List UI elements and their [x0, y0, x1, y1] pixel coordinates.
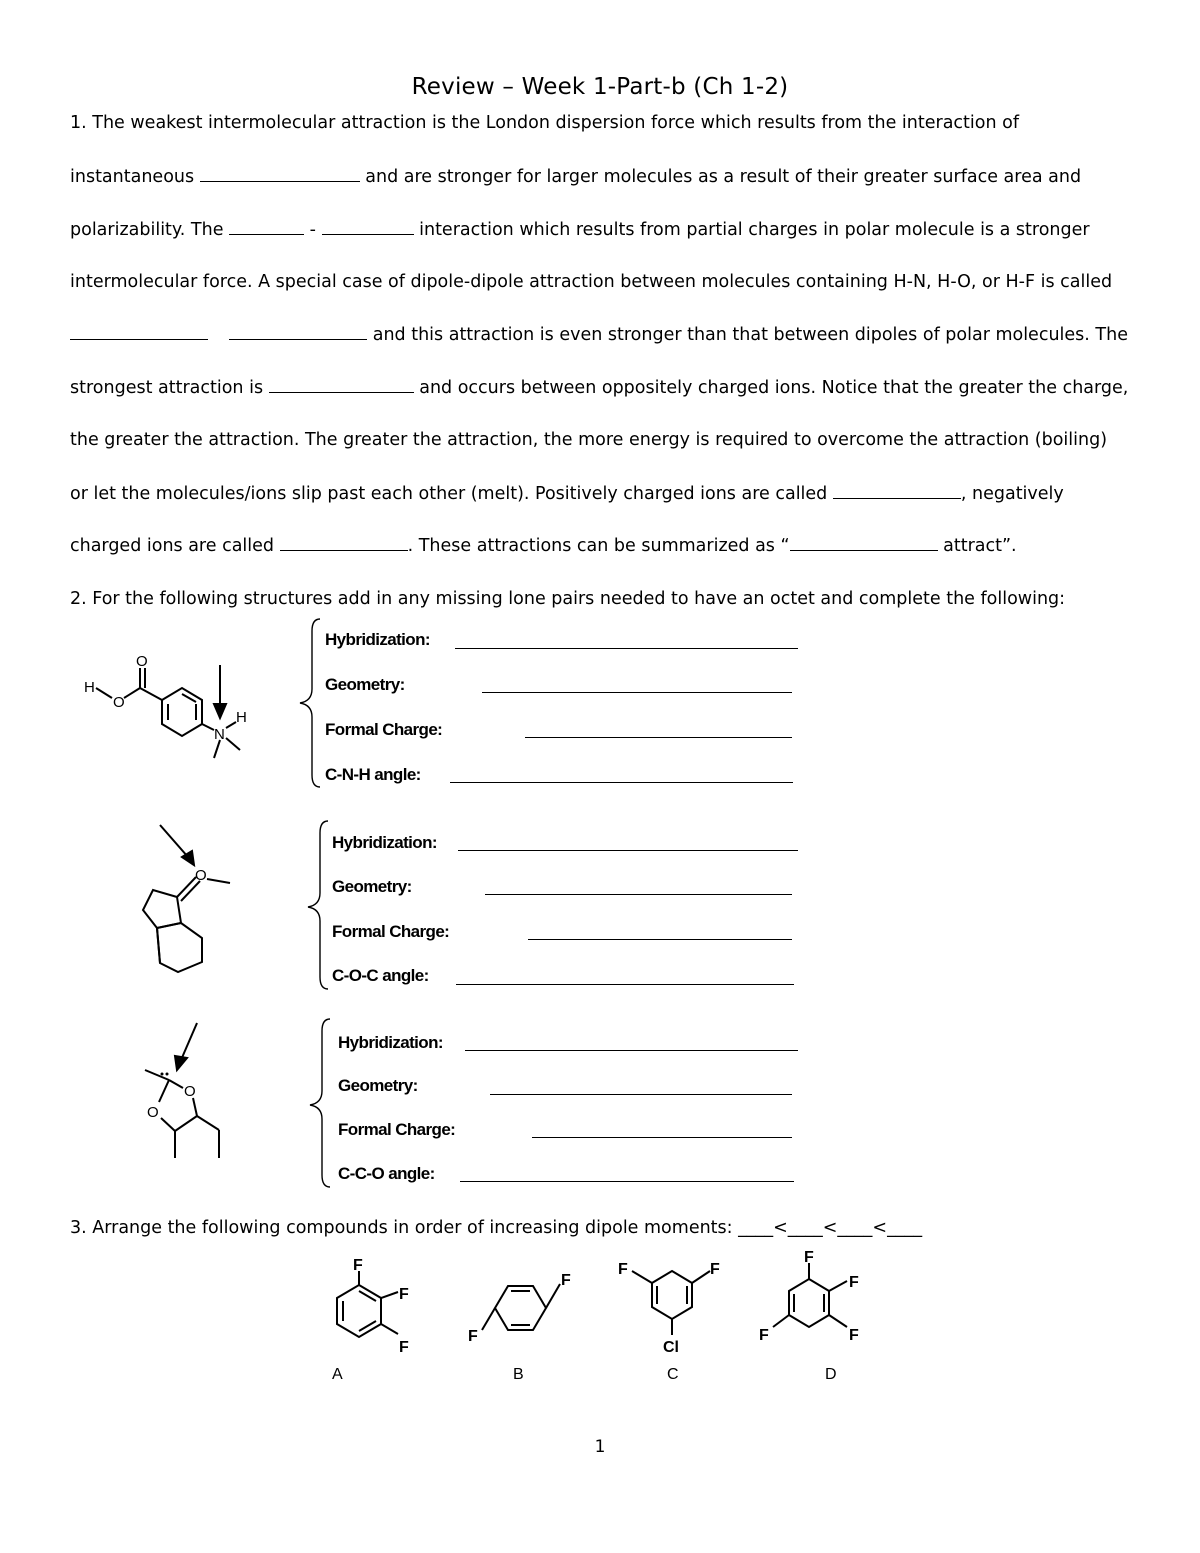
hybridization-label: Hybridization: — [332, 833, 437, 852]
atom-label: F — [399, 1286, 409, 1303]
atom-label: O — [184, 1083, 196, 1100]
q1-line-7: the greater the attraction. The greater the attraction, the more energy is required to overcome the attraction (boiling) — [70, 430, 1108, 450]
answer-blank[interactable] — [200, 164, 360, 182]
atom-label: F — [618, 1261, 628, 1278]
compound-label-c: C — [667, 1366, 679, 1383]
formal-charge-label: Formal Charge: — [338, 1120, 456, 1139]
geometry-label: Geometry: — [338, 1076, 418, 1095]
atom-label: F — [468, 1328, 478, 1345]
answer-blank[interactable] — [280, 533, 408, 551]
compound-a-structure — [318, 1255, 428, 1355]
compound-d-structure — [755, 1245, 875, 1355]
molecule-1-structure — [80, 640, 270, 770]
q1-line-1: 1. The weakest intermolecular attraction is the London dispersion force which results from the interaction of — [70, 113, 1020, 133]
q1-text: interaction which results from partial charges in polar molecule is a stronger — [419, 220, 1090, 240]
formal-charge-blank[interactable] — [525, 737, 792, 738]
q1-text: . These attractions can be summarized as “ — [407, 536, 790, 556]
geometry-label: Geometry: — [332, 877, 412, 896]
formal-charge-blank[interactable] — [532, 1137, 792, 1138]
atom-label: F — [353, 1257, 363, 1274]
q3-prompt: 3. Arrange the following compounds in order of increasing dipole moments: ____<____<____<____ — [70, 1218, 923, 1238]
page-number: 1 — [594, 1437, 606, 1457]
q1-text: and are stronger for larger molecules as a result of their greater surface area and — [365, 167, 1082, 187]
angle-blank[interactable] — [456, 984, 794, 985]
q1-line-2 — [70, 164, 1081, 189]
q1-text: attract”. — [943, 536, 1017, 556]
formal-charge-blank[interactable] — [528, 939, 792, 940]
geometry-blank[interactable] — [490, 1094, 792, 1095]
hybridization-label: Hybridization: — [325, 630, 430, 649]
answer-blank[interactable] — [833, 481, 961, 499]
atom-label: H — [84, 679, 95, 696]
atom-label: F — [399, 1339, 409, 1355]
atom-label: O — [195, 867, 207, 884]
page-title: Review – Week 1-Part-b (Ch 1-2) — [411, 74, 789, 100]
answer-blank[interactable] — [269, 375, 414, 393]
angle-label: C-N-H angle: — [325, 765, 421, 784]
answer-blank[interactable] — [229, 217, 304, 235]
hybridization-blank[interactable] — [458, 850, 798, 851]
atom-label: H — [236, 709, 247, 726]
hybridization-blank[interactable] — [465, 1050, 798, 1051]
q1-text: - — [309, 220, 316, 240]
angle-blank[interactable] — [460, 1181, 794, 1182]
compound-c-structure — [610, 1255, 730, 1360]
compound-label-b: B — [513, 1366, 524, 1383]
q1-line-4: intermolecular force. A special case of dipole-dipole attraction between molecules containing H-N, H-O, or H-F is called — [70, 272, 1113, 292]
q2-prompt: 2. For the following structures add in any missing lone pairs needed to have an octet and complete the following: — [70, 589, 1066, 609]
q1-text: , negatively — [960, 484, 1064, 504]
atom-label: O — [147, 1104, 159, 1121]
answer-blank[interactable] — [790, 533, 938, 551]
q1-line-3 — [70, 217, 1090, 242]
atom-label: Cl — [663, 1339, 679, 1356]
atom-label: F — [710, 1261, 720, 1278]
formal-charge-label: Formal Charge: — [325, 720, 443, 739]
q1-text: or let the molecules/ions slip past each other (melt). Positively charged ions are called — [70, 484, 828, 504]
q1-line-6 — [70, 375, 1128, 400]
answer-blank[interactable] — [322, 217, 414, 235]
q1-text: and this attraction is even stronger than that between dipoles of polar molecules. The — [372, 325, 1128, 345]
atom-label: N — [214, 726, 225, 743]
q1-text: charged ions are called — [70, 536, 275, 556]
compound-label-a: A — [332, 1366, 343, 1383]
atom-label: F — [849, 1274, 859, 1291]
formal-charge-label: Formal Charge: — [332, 922, 450, 941]
hybridization-label: Hybridization: — [338, 1033, 443, 1052]
hybridization-blank[interactable] — [455, 648, 798, 649]
angle-blank[interactable] — [450, 782, 793, 783]
atom-label: F — [804, 1249, 814, 1266]
geometry-label: Geometry: — [325, 675, 405, 694]
q1-text: and occurs between oppositely charged ions. Notice that the greater the charge, — [419, 378, 1129, 398]
compound-b-structure — [460, 1260, 580, 1350]
answer-blank[interactable] — [229, 322, 367, 340]
compound-label-d: D — [825, 1366, 837, 1383]
q1-text: instantaneous — [70, 167, 195, 187]
brace-group — [290, 615, 330, 1195]
q1-text: strongest attraction is — [70, 378, 264, 398]
molecule-3-structure — [135, 1018, 245, 1163]
atom-label: O — [136, 653, 148, 670]
answer-blank[interactable] — [70, 322, 208, 340]
atom-label: F — [759, 1327, 769, 1344]
q1-text: polarizability. The — [70, 220, 224, 240]
q1-line-8 — [70, 481, 1064, 506]
q1-line-5 — [70, 322, 1128, 347]
angle-label: C-O-C angle: — [332, 966, 429, 985]
geometry-blank[interactable] — [482, 692, 792, 693]
molecule-2-structure — [130, 815, 250, 975]
angle-label: C-C-O angle: — [338, 1164, 435, 1183]
geometry-blank[interactable] — [485, 894, 792, 895]
atom-label: O — [113, 694, 125, 711]
atom-label: F — [561, 1272, 571, 1289]
q1-line-9 — [70, 533, 1017, 558]
atom-label: F — [849, 1327, 859, 1344]
